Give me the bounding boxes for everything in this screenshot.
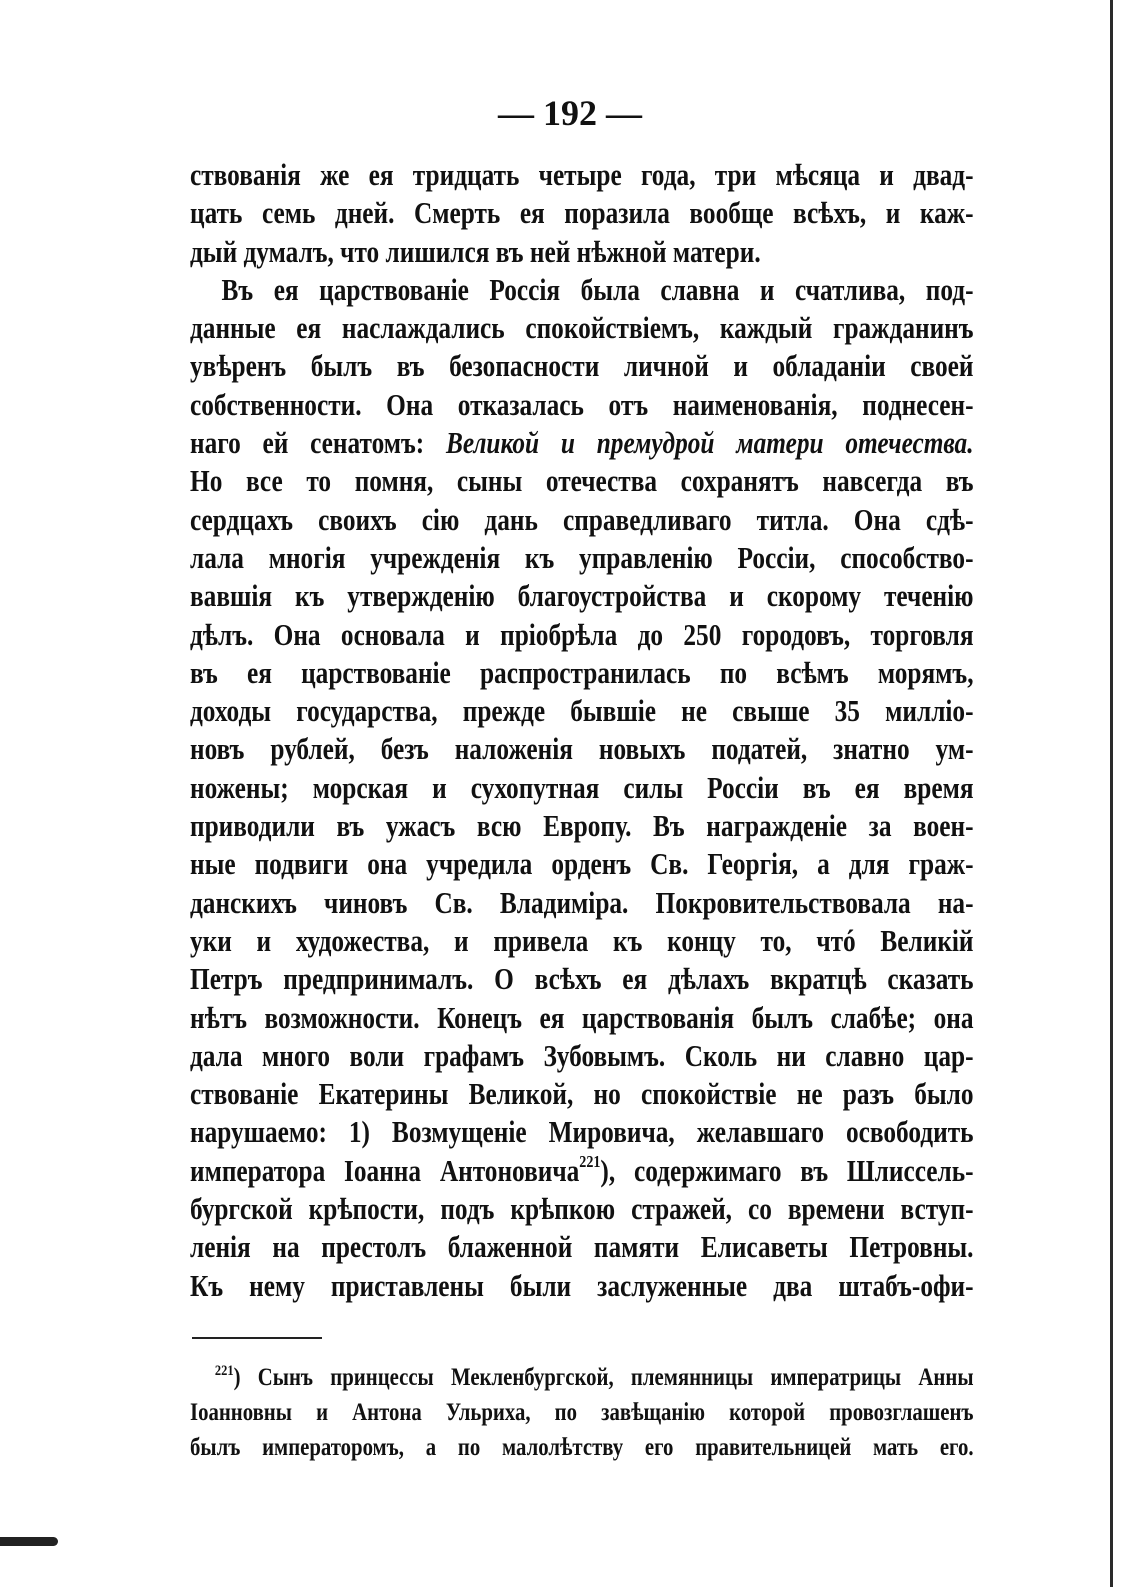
text-line: новъ рублей, безъ наложенія новыхъ податей, знатно ум- <box>190 732 974 767</box>
text-line: вавшія къ утвержденію благоустройства и скорому теченію <box>190 579 974 614</box>
footnote-reference: 221 <box>579 1151 601 1171</box>
text-line: увѣренъ былъ въ безопасности личной и обладаніи своей <box>190 349 974 384</box>
text-line: ножены; морская и сухопутная силы Россіи въ ея время <box>190 770 974 805</box>
text-line: ствованіе Екатерины Великой, но спокойствіе не разъ было <box>190 1077 974 1112</box>
text-line: въ ея царствованіе распространилась по всѣмъ морямъ, <box>190 655 974 690</box>
footnote-line <box>190 1360 974 1395</box>
footnote-line: Іоанновны и Антона Ульриха, по завѣщанію которой провозглашенъ <box>190 1399 974 1426</box>
text-line: дѣлъ. Она основала и пріобрѣла до 250 городовъ, торговля <box>190 617 974 652</box>
footnote-divider <box>192 1337 322 1339</box>
text-line: Петръ предпринималъ. О всѣхъ ея дѣлахъ вкратцѣ сказать <box>190 962 974 997</box>
scan-artifact-mark <box>0 1537 58 1546</box>
text-segment: ), содержимаго въ Шлиссель- <box>600 1153 974 1188</box>
text-line: Въ ея царствованіе Россія была славна и счатлива, под- <box>221 272 974 307</box>
text-line: бургской крѣпости, подъ крѣпкою стражей, со времени вступ- <box>190 1192 974 1227</box>
text-line: дый думалъ, что лишился въ ней нѣжной матери. <box>190 234 761 269</box>
text-line: ленія на престолъ блаженной памяти Елисаветы Петровны. <box>190 1230 974 1265</box>
footnote-marker: 221 <box>214 1363 234 1379</box>
text-line: Къ нему приставлены были заслуженные два штабъ-офи- <box>190 1268 974 1303</box>
text-segment: наго ей сенатомъ: <box>190 426 425 461</box>
text-line: уки и художества, и привела къ концу то, чтó Великій <box>190 923 974 958</box>
page-edge-line <box>1110 0 1113 1587</box>
text-line: данные ея наслаждались спокойствіемъ, каждый гражданинъ <box>190 311 974 346</box>
text-line: сердцахъ своихъ сію дань справедливаго титла. Она сдѣ- <box>190 502 974 537</box>
text-segment: императора Іоанна Антоновича <box>190 1153 580 1188</box>
text-line: Но все то помня, сыны отечества сохранятъ навсегда въ <box>190 464 974 499</box>
text-line: доходы государства, прежде бывшіе не свыше 35 милліо- <box>190 694 974 729</box>
text-line: нѣтъ возможности. Конецъ ея царствованія былъ слабѣе; она <box>190 1000 974 1035</box>
text-line <box>190 424 974 462</box>
text-line: ствованія же ея тридцать четыре года, три мѣсяца и двад- <box>190 158 974 192</box>
text-line: собственности. Она отказалась отъ наименованія, поднесен- <box>190 387 974 422</box>
text-line <box>190 1152 974 1190</box>
italic-phrase: Великой и премудрой матери отечества. <box>445 426 974 461</box>
footnote <box>190 1360 974 1465</box>
footnote-text: ) Сынъ принцессы Мекленбургской, племянницы императрицы Анны <box>233 1364 974 1391</box>
footnote-line: былъ императоромъ, а по малолѣтству его правительницей мать его. <box>190 1434 974 1461</box>
body-text <box>190 156 974 1305</box>
text-line: данскихъ чиновъ Св. Владиміра. Покровительствовала на- <box>190 885 974 920</box>
text-line: ные подвиги она учредила орденъ Св. Георгія, а для граж- <box>190 847 974 882</box>
text-line: дала много воли графамъ Зубовымъ. Сколь ни славно цар- <box>190 1038 974 1073</box>
text-line: нарушаемо: 1) Возмущеніе Мировича, желавшаго освободить <box>190 1115 974 1150</box>
page-number: — 192 — <box>498 93 642 133</box>
text-line: приводили въ ужасъ всю Европу. Въ награжденіе за воен- <box>190 809 974 844</box>
text-line: лала многія учрежденія къ управленію Россіи, способство- <box>190 540 974 575</box>
text-line: цать семь дней. Смерть ея поразила вообще всѣхъ, и каж- <box>190 196 974 231</box>
